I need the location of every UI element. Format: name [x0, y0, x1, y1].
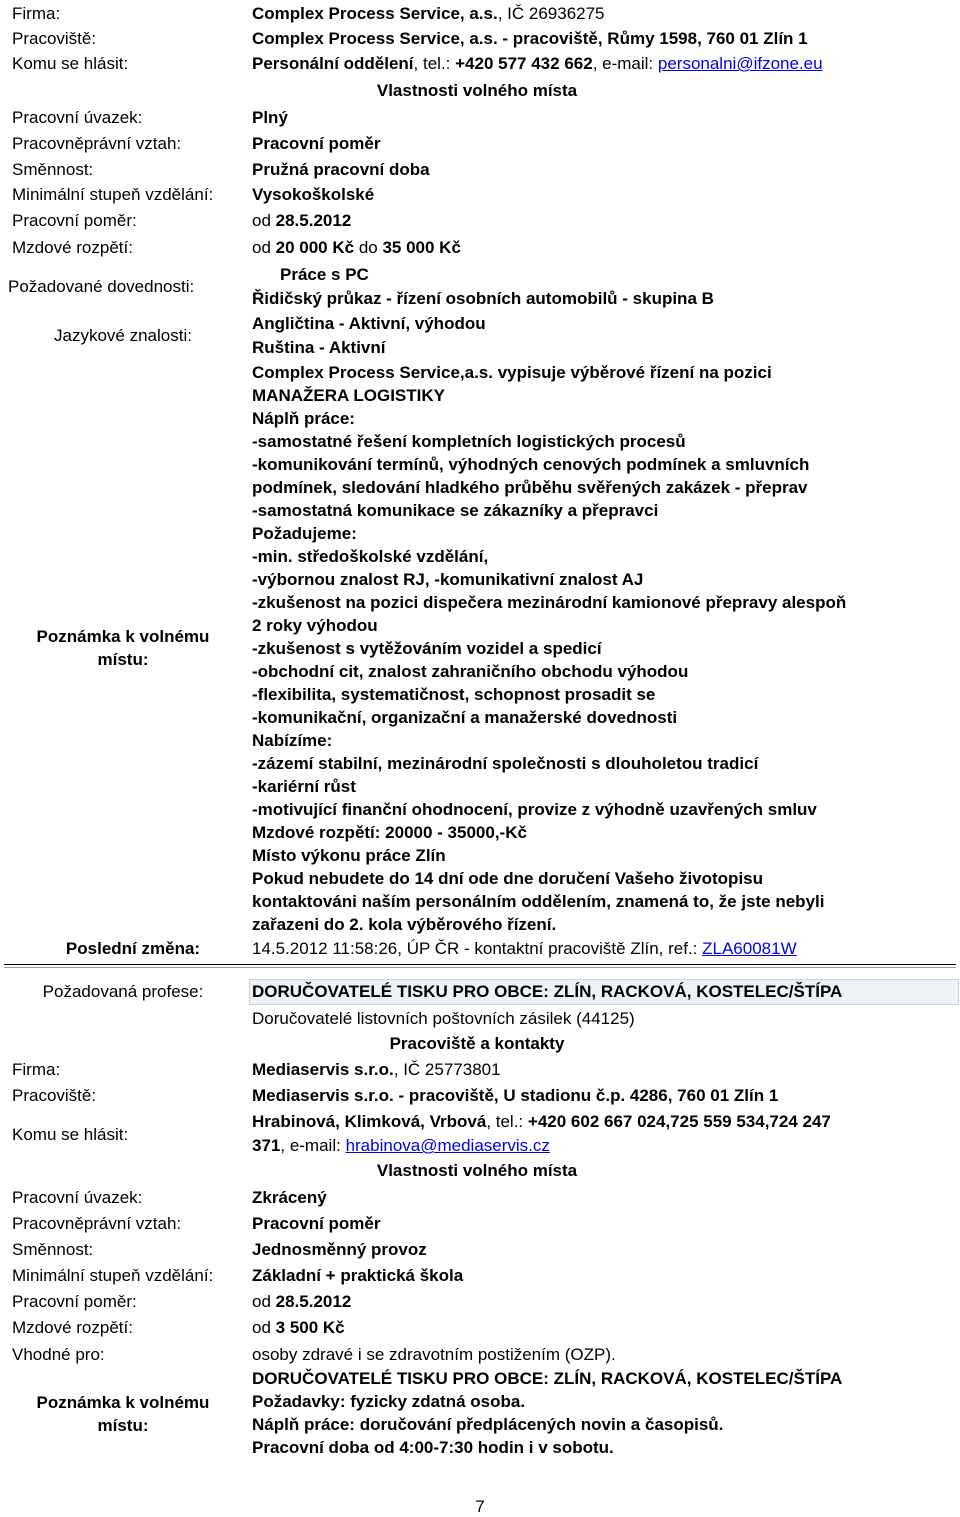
vztah-value: Pracovní poměr	[252, 134, 381, 153]
poznamka-line: Mzdové rozpětí: 20000 - 35000,-Kč	[252, 823, 527, 842]
poznamka-line: -komunikování termínů, výhodných cenových podmínek a smluvních	[252, 455, 810, 474]
label-pracoviste: Pracoviště:	[12, 29, 97, 48]
mzda-value: od 20 000 Kč do 35 000 Kč	[252, 238, 461, 257]
profese-cz-value: Doručovatelé listovních poštovních zásilek (44125)	[252, 1009, 635, 1028]
section-heading-vlastnosti: Vlastnosti volného místa	[376, 1161, 578, 1180]
label-smennost: Směnnost:	[12, 1240, 94, 1259]
dovednost-item: Práce s PC	[280, 265, 369, 284]
divider	[4, 964, 956, 965]
poznamka-line: -zázemí stabilní, mezinárodní společnosti s dlouholetou tradicí	[252, 754, 759, 773]
label-vztah: Pracovněprávní vztah:	[12, 134, 182, 153]
vztah-value: Pracovní poměr	[252, 1214, 381, 1233]
jazyk-item: Angličtina - Aktivní, výhodou	[252, 314, 486, 333]
poznamka-line: Místo výkonu práce Zlín	[252, 846, 446, 865]
smennost-value: Pružná pracovní doba	[252, 160, 430, 179]
label-firma: Firma:	[12, 1060, 61, 1079]
email-link[interactable]: hrabinova@mediaservis.cz	[345, 1136, 550, 1155]
label-poznamka-2: místu:	[97, 650, 149, 669]
posledni-value: 14.5.2012 11:58:26, ÚP ČR - kontaktní pracoviště Zlín, ref.: ZLA60081W	[252, 939, 797, 958]
poznamka-line: -samostatná komunikace se zákazníky a přepravci	[252, 501, 659, 520]
ref-link[interactable]: ZLA60081W	[702, 939, 797, 958]
poznamka-line: -samostatné řešení kompletních logistických procesů	[252, 432, 686, 451]
label-poznamka: Poznámka k volnému	[36, 627, 210, 646]
label-firma: Firma:	[12, 4, 61, 23]
poznamka-line: Požadavky: fyzicky zdatná osoba.	[252, 1392, 526, 1411]
label-pomer: Pracovní poměr:	[12, 1292, 137, 1311]
firma-value: Mediaservis s.r.o., IČ 25773801	[252, 1060, 501, 1079]
pracoviste-value: Mediaservis s.r.o. - pracoviště, U stadionu č.p. 4286, 760 01 Zlín 1	[252, 1086, 779, 1105]
poznamka-line: kontaktováni naším personálním oddělením, znamená to, že jste nebyli	[252, 892, 825, 911]
poznamka-line: -kariérní růst	[252, 777, 356, 796]
label-mzda: Mzdové rozpětí:	[12, 1318, 133, 1337]
label-jazyky: Jazykové znalosti:	[54, 326, 192, 345]
contact-value-2: 371, e-mail: hrabinova@mediaservis.cz	[252, 1136, 550, 1155]
poznamka-line: -obchodní cit, znalost zahraničního obchodu výhodou	[252, 662, 689, 681]
label-vzdelani: Minimální stupeň vzdělání:	[12, 1266, 214, 1285]
label-uvazek: Pracovní úvazek:	[12, 108, 143, 127]
poznamka-text	[252, 361, 958, 936]
poznamka-line: -zkušenost s vytěžováním vozidel a spedicí	[252, 639, 602, 658]
poznamka-line: Požadujeme:	[252, 524, 357, 543]
uvazek-value: Zkrácený	[252, 1188, 327, 1207]
pomer-value: od 28.5.2012	[252, 211, 352, 230]
pracoviste-value: Complex Process Service, a.s. - pracoviště, Růmy 1598, 760 01 Zlín 1	[252, 29, 808, 48]
poznamka-line: podmínek, sledování hladkého průběhu svěřených zakázek - přeprav	[252, 478, 808, 497]
label-poznamka-2: místu:	[97, 1416, 149, 1435]
contact-value: Personální oddělení, tel.: +420 577 432 662, e-mail: personalni@ifzone.eu	[252, 54, 823, 73]
label-vzdelani: Minimální stupeň vzdělání:	[12, 185, 214, 204]
profese-value: DORUČOVATELÉ TISKU PRO OBCE: ZLÍN, RACKOVÁ, KOSTELEC/ŠTÍPA	[252, 982, 843, 1001]
email-link[interactable]: personalni@ifzone.eu	[657, 54, 823, 73]
uvazek-value: Plný	[252, 108, 288, 127]
mzda-value: od 3 500 Kč	[252, 1318, 345, 1337]
firma-value: Complex Process Service, a.s., IČ 26936275	[252, 4, 605, 23]
poznamka-line: -flexibilita, systematičnost, schopnost prosadit se	[252, 685, 656, 704]
contact-value: Hrabinová, Klimková, Vrbová, tel.: +420 602 667 024,725 559 534,724 247	[252, 1112, 831, 1131]
dovednost-item: Řidičský průkaz - řízení osobních automobilů - skupina B	[252, 289, 714, 308]
label-poznamka: Poznámka k volnému	[36, 1393, 210, 1412]
poznamka-line: MANAŽERA LOGISTIKY	[252, 386, 445, 405]
smennost-value: Jednosměnný provoz	[252, 1240, 427, 1259]
label-pomer: Pracovní poměr:	[12, 211, 137, 230]
page-number: 7	[475, 1497, 485, 1516]
poznamka-line: Complex Process Service,a.s. vypisuje výběrové řízení na pozici	[252, 363, 772, 382]
label-vztah: Pracovněprávní vztah:	[12, 1214, 182, 1233]
label-mzda: Mzdové rozpětí:	[12, 238, 133, 257]
pomer-value: od 28.5.2012	[252, 1292, 352, 1311]
label-posledni: Poslední změna:	[65, 939, 201, 958]
poznamka-line: -zkušenost na pozici dispečera mezinárodní kamionové přepravy alespoň	[252, 593, 847, 612]
section-heading-kontakty: Pracoviště a kontakty	[389, 1034, 565, 1053]
label-komu: Komu se hlásit:	[12, 54, 129, 73]
vzdelani-value: Vysokoškolské	[252, 185, 375, 204]
poznamka-line: -výbornou znalost RJ, -komunikativní znalost AJ	[252, 570, 644, 589]
label-vhodne: Vhodné pro:	[12, 1345, 105, 1364]
label-smennost: Směnnost:	[12, 160, 94, 179]
vzdelani-value: Základní + praktická škola	[252, 1266, 464, 1285]
label-uvazek: Pracovní úvazek:	[12, 1188, 143, 1207]
poznamka-line: Pracovní doba od 4:00-7:30 hodin i v sobotu.	[252, 1438, 614, 1457]
label-dovednosti: Požadované dovednosti:	[8, 277, 195, 296]
poznamka-line: zařazeni do 2. kola výběrového řízení.	[252, 915, 557, 934]
label-komu: Komu se hlásit:	[12, 1125, 129, 1144]
poznamka-line: Pokud nebudete do 14 dní ode dne doručení Vašeho životopisu	[252, 869, 764, 888]
divider	[4, 967, 956, 968]
poznamka-line: Nabízíme:	[252, 731, 333, 750]
poznamka-line: -min. středoškolské vzdělání,	[252, 547, 489, 566]
poznamka-line: -komunikační, organizační a manažerské dovednosti	[252, 708, 678, 727]
poznamka-text	[252, 1367, 958, 1459]
poznamka-line: Náplň práce: doručování předplácených novin a časopisů.	[252, 1415, 724, 1434]
poznamka-line: -motivující finanční ohodnocení, provize z výhodně uzavřených smluv	[252, 800, 817, 819]
jazyk-item: Ruština - Aktivní	[252, 338, 386, 357]
poznamka-line: 2 roky výhodou	[252, 616, 378, 635]
section-heading-vlastnosti: Vlastnosti volného místa	[376, 81, 578, 100]
label-pracoviste: Pracoviště:	[12, 1086, 97, 1105]
poznamka-line: Náplň práce:	[252, 409, 355, 428]
poznamka-line: DORUČOVATELÉ TISKU PRO OBCE: ZLÍN, RACKOVÁ, KOSTELEC/ŠTÍPA	[252, 1369, 843, 1388]
vhodne-value: osoby zdravé i se zdravotním postižením (OZP).	[252, 1345, 616, 1364]
label-profese: Požadovaná profese:	[42, 982, 204, 1001]
